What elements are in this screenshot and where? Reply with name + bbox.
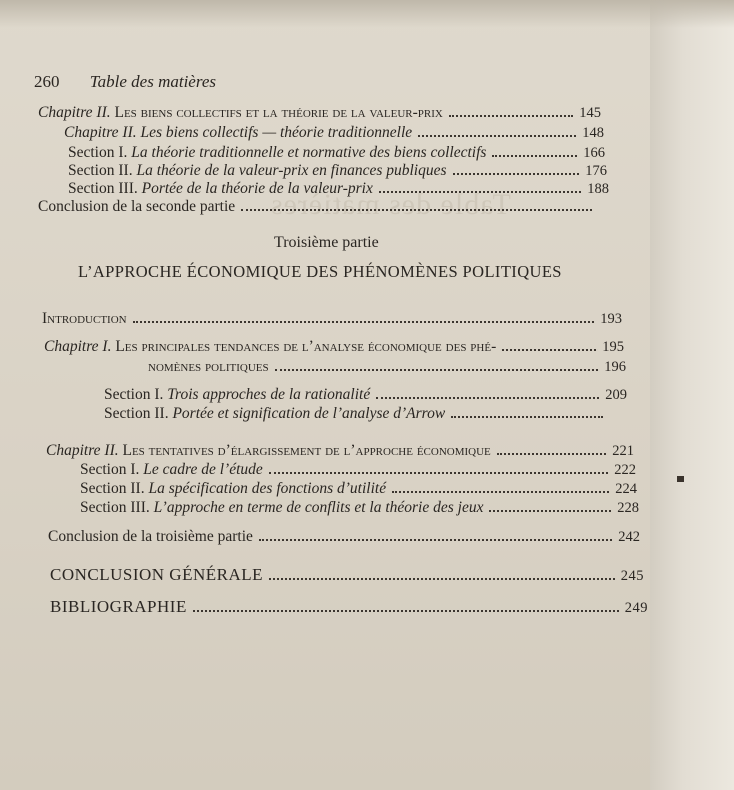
toc-entry bbox=[48, 528, 640, 546]
section-label: Section III. bbox=[80, 499, 150, 516]
leader-dots bbox=[269, 472, 608, 474]
leader-dots bbox=[379, 191, 581, 193]
leader-dots bbox=[497, 453, 606, 455]
section-title: Le cadre de l’étude bbox=[143, 461, 263, 478]
leader-dots bbox=[269, 578, 615, 580]
leader-dots bbox=[133, 321, 595, 323]
chapter-label: Chapitre II. bbox=[46, 442, 119, 459]
show-through-text: Table des matières bbox=[270, 188, 511, 221]
leader-dots bbox=[259, 539, 612, 541]
toc-entry bbox=[38, 198, 598, 216]
section-title: Trois approches de la rationalité bbox=[167, 386, 371, 403]
page-ref: 193 bbox=[600, 311, 622, 327]
part-title: L’APPROCHE ÉCONOMIQUE DES PHÉNOMÈNES POLITIQUES bbox=[78, 262, 562, 281]
running-header bbox=[34, 72, 216, 92]
section-label: Section I. bbox=[80, 461, 140, 478]
section-title: Portée et signification de l’analyse d’Arrow bbox=[172, 405, 446, 422]
chapter-title: Les biens collectifs et la théorie de la valeur-prix bbox=[114, 104, 443, 121]
toc-entry bbox=[104, 405, 609, 423]
ink-mark bbox=[677, 476, 684, 482]
toc-entry bbox=[104, 386, 627, 404]
leader-dots bbox=[489, 510, 611, 512]
page-ref: 245 bbox=[620, 568, 644, 584]
running-title: Table des matières bbox=[89, 72, 216, 91]
section-label: Section II. bbox=[104, 405, 169, 422]
part-label: Troisième partie bbox=[274, 234, 379, 251]
page-number: 260 bbox=[34, 72, 60, 91]
page-ref: 242 bbox=[618, 529, 640, 545]
page-ref: 221 bbox=[612, 443, 634, 459]
toc-entry bbox=[80, 461, 636, 479]
conclusion-text: Conclusion de la seconde partie bbox=[38, 198, 236, 215]
page-ref: 228 bbox=[617, 500, 639, 516]
introduction-label: Introduction bbox=[42, 310, 127, 327]
leader-dots bbox=[193, 610, 619, 612]
leader-dots bbox=[453, 173, 580, 175]
leader-dots bbox=[502, 349, 596, 351]
toc-entry bbox=[50, 565, 644, 585]
chapter-title-continued: nomènes politiques bbox=[148, 358, 269, 375]
section-title: La théorie traditionnelle et normative des biens collectifs bbox=[131, 144, 487, 161]
section-label: Section II. bbox=[80, 480, 145, 497]
section-title: La théorie de la valeur-prix en finances publiques bbox=[136, 162, 447, 179]
page-ref: 188 bbox=[587, 181, 609, 197]
toc-entry bbox=[64, 124, 604, 142]
section-title: L’approche en terme de conflits et la théorie des jeux bbox=[153, 499, 484, 516]
toc-entry bbox=[44, 338, 624, 356]
page-ref: 249 bbox=[624, 600, 648, 616]
leader-dots bbox=[275, 369, 599, 371]
section-label: Section III. bbox=[68, 180, 138, 197]
toc-entry bbox=[80, 499, 639, 517]
page-edge bbox=[642, 0, 734, 790]
leader-dots bbox=[418, 135, 576, 137]
toc-entry bbox=[42, 310, 622, 328]
leader-dots bbox=[449, 115, 573, 117]
leader-dots bbox=[241, 209, 592, 211]
leader-dots bbox=[376, 397, 599, 399]
toc-entry bbox=[68, 180, 609, 198]
section-title: La spécification des fonctions d’utilité bbox=[148, 480, 387, 497]
leader-dots bbox=[492, 155, 577, 157]
toc-entry bbox=[148, 358, 626, 376]
section-label: Section I. bbox=[68, 144, 128, 161]
page-ref: 209 bbox=[605, 387, 627, 403]
toc-entry bbox=[68, 144, 605, 162]
page-ref: 195 bbox=[602, 339, 624, 355]
chapter-label: Chapitre I. bbox=[44, 338, 112, 355]
chapter-title: Les principales tendances de l’analyse économique des phé- bbox=[115, 338, 497, 355]
entry-text: Chapitre II. Les biens collectifs — théorie traditionnelle bbox=[64, 124, 413, 141]
general-conclusion: CONCLUSION GÉNÉRALE bbox=[50, 565, 264, 584]
toc-entry bbox=[68, 162, 607, 180]
section-label: Section I. bbox=[104, 386, 164, 403]
conclusion-text: Conclusion de la troisième partie bbox=[48, 528, 253, 545]
page-ref: 145 bbox=[579, 105, 601, 121]
leader-dots bbox=[451, 416, 603, 418]
chapter-title: Les tentatives d’élargissement de l’approche économique bbox=[122, 442, 491, 459]
page-ref: 148 bbox=[582, 125, 604, 141]
toc-entry bbox=[80, 480, 637, 498]
toc-entry bbox=[50, 597, 648, 617]
page-ref: 196 bbox=[604, 359, 626, 375]
page-ref: 166 bbox=[583, 145, 605, 161]
top-shadow bbox=[0, 0, 734, 28]
page-ref: 224 bbox=[615, 481, 637, 497]
toc-entry bbox=[38, 104, 601, 122]
chapter-label: Chapitre II. bbox=[38, 104, 111, 121]
page-ref: 176 bbox=[585, 163, 607, 179]
leader-dots bbox=[392, 491, 609, 493]
bibliography: BIBLIOGRAPHIE bbox=[50, 597, 187, 616]
section-label: Section II. bbox=[68, 162, 133, 179]
page-ref: 222 bbox=[614, 462, 636, 478]
toc-entry bbox=[46, 442, 634, 460]
section-title: Portée de la théorie de la valeur-prix bbox=[141, 180, 373, 197]
